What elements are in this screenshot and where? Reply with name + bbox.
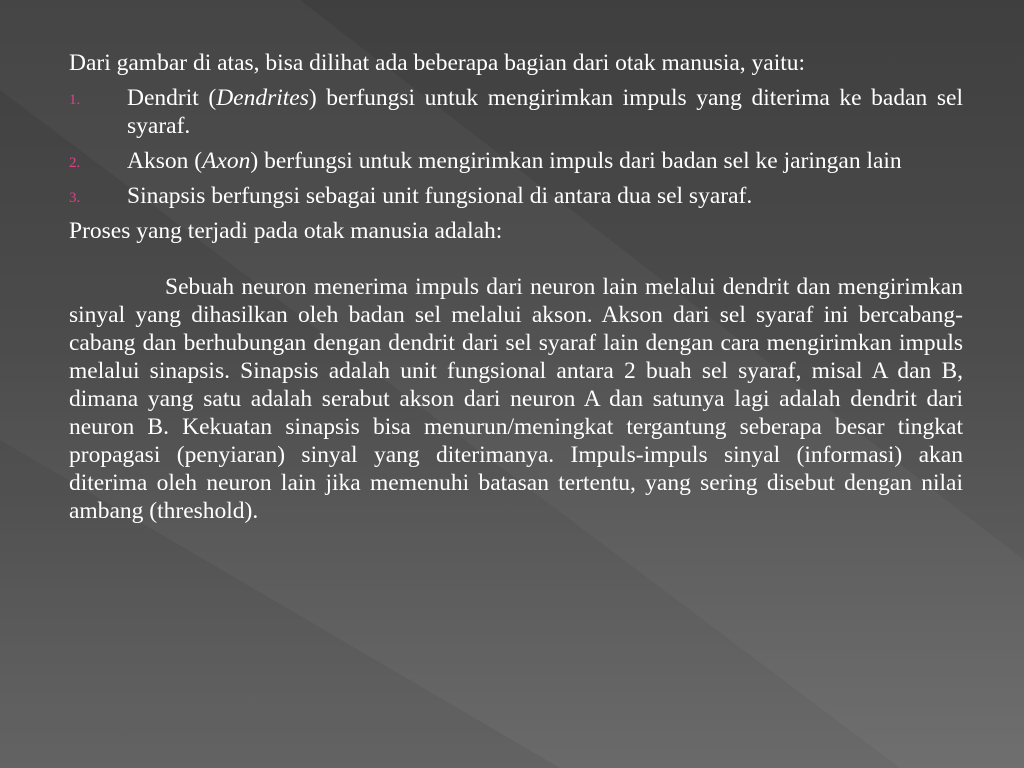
brain-parts-list bbox=[69, 84, 963, 210]
list-item-text-continued: ) berfungsi untuk mengirimkan impuls yang diterima ke badan sel syaraf. bbox=[127, 85, 963, 139]
list-item-text-continued: ) berfungsi untuk mengirimkan impuls dari badan sel ke jaringan lain bbox=[250, 148, 902, 174]
list-item-akson bbox=[69, 147, 963, 175]
list-item-italic-term: Axon bbox=[202, 148, 251, 174]
list-number: 2. bbox=[69, 155, 81, 171]
list-item-italic-term: Dendrites bbox=[216, 85, 309, 111]
list-number: 1. bbox=[69, 92, 81, 108]
process-heading: Proses yang terjadi pada otak manusia adalah: bbox=[69, 218, 503, 244]
list-number: 3. bbox=[69, 190, 81, 206]
intro-text: Dari gambar di atas, bisa dilihat ada beberapa bagian dari otak manusia, yaitu: bbox=[69, 50, 806, 76]
slide-content bbox=[69, 49, 963, 525]
list-item-sinapsis bbox=[69, 182, 963, 210]
list-item-text: Sinapsis berfungsi sebagai unit fungsional di antara dua sel syaraf. bbox=[127, 183, 753, 209]
list-item-text: Dendrit ( bbox=[127, 85, 217, 111]
list-item-text: Akson ( bbox=[127, 148, 203, 174]
list-item-dendrit bbox=[69, 84, 963, 140]
body-paragraph: Sebuah neuron menerima impuls dari neuron lain melalui dendrit dan mengirimkan sinyal yang dihasilkan oleh badan sel melalui akson. Akson dari sel syaraf ini bercabang-cabang dan berhubungan dengan dendrit dari sel syaraf lain dengan cara mengirimkan impuls melalui sinapsis. Sinapsis adalah unit fungsional antara 2 buah sel syaraf, misal A dan B, dimana yang satu adalah serabut akson dari neuron A dan satunya lagi adalah dendrit dari neuron B. Kekuatan sinapsis bisa menurun/meningkat tergantung seberapa besar tingkat propagasi (penyiaran) sinyal yang diterimanya. Impuls-impuls sinyal (informasi) akan diterima oleh neuron lain jika memenuhi batasan tertentu, yang sering disebut dengan nilai ambang (threshold). bbox=[69, 274, 963, 524]
